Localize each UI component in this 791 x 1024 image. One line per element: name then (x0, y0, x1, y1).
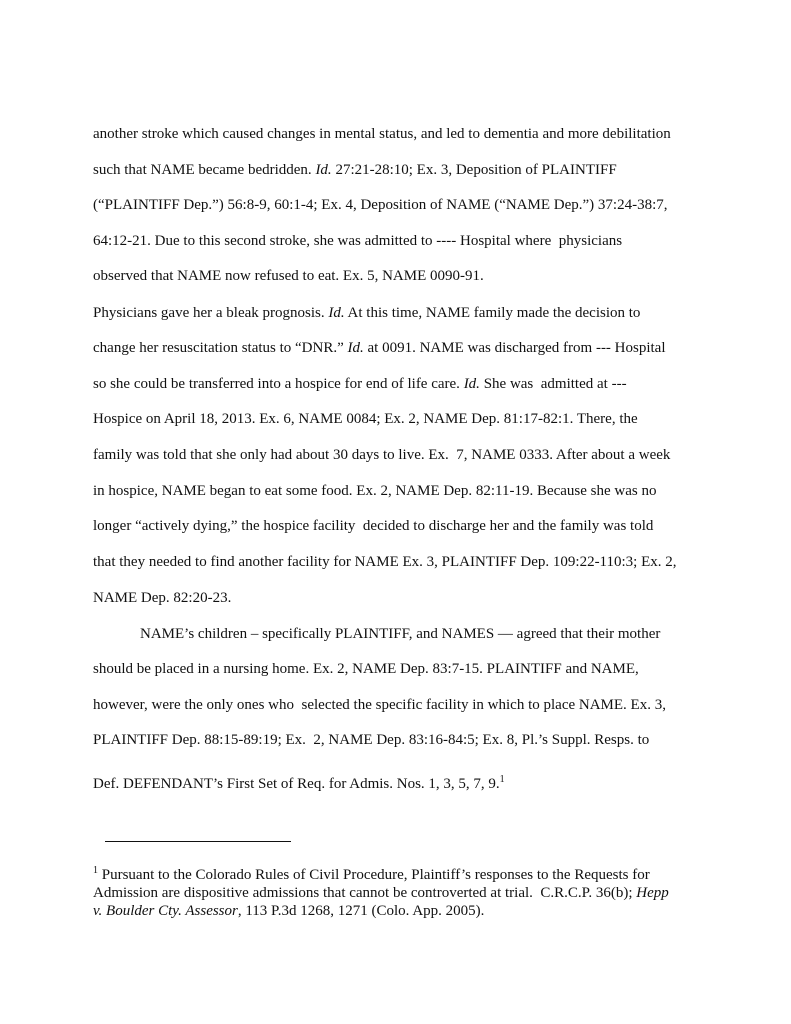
body-line-3: (“PLAINTIFF Dep.”) 56:8-9, 60:1-4; Ex. 4, Deposition of NAME (“NAME Dep.”) 37:24-38:7, (93, 197, 668, 213)
body-line-17: however, were the only ones who selected the specific facility in which to place NAME. Ex. 3, (93, 697, 666, 713)
footnote-line-1: $^1$ Pursuant to the Colorado Rules of Civil Procedure, Plaintiff’s responses to the Requests for (93, 865, 650, 883)
body-line-15: NAME’s children – specifically PLAINTIFF, and NAMES — agreed that their mother (140, 626, 661, 642)
body-line-10: family was told that she only had about 30 days to live. Ex. 7, NAME 0333. After about a week (93, 447, 671, 463)
body-line-6: Physicians gave her a bleak prognosis. Id. At this time, NAME family made the decision to (93, 305, 641, 321)
body-line-5: observed that NAME now refused to eat. Ex. 5, NAME 0090-91. (93, 268, 484, 284)
body-line-14: NAME Dep. 82:20-23. (93, 590, 232, 606)
body-line-4: 64:12-21. Due to this second stroke, she was admitted to ---- Hospital where physicians (93, 233, 623, 249)
body-line-12: longer “actively dying,” the hospice facility decided to discharge her and the family was told (93, 518, 654, 534)
body-line-1: another stroke which caused changes in mental status, and led to dementia and more debilitation (93, 126, 671, 142)
footnote-reference[interactable]: 1 (499, 774, 505, 785)
footnote-separator (105, 841, 291, 842)
body-line-2: such that NAME became bedridden. Id. 27:21-28:10; Ex. 3, Deposition of PLAINTIFF (93, 162, 617, 178)
footnote-line-3: v. Boulder Cty. Assessor, 113 P.3d 1268, 1271 (Colo. App. 2005). (93, 903, 485, 919)
body-line-7: change her resuscitation status to “DNR.” Id. at 0091. NAME was discharged from --- Hospital (93, 340, 666, 356)
body-line-18: PLAINTIFF Dep. 88:15-89:19; Ex. 2, NAME Dep. 83:16-84:5; Ex. 8, Pl.’s Suppl. Resps. to (93, 732, 650, 748)
body-line-19: Def. DEFENDANT’s First Set of Req. for Admis. Nos. 1, 3, 5, 7, 9.$^1$ (93, 774, 505, 792)
body-line-11: in hospice, NAME began to eat some food. Ex. 2, NAME Dep. 82:11-19. Because she was no (93, 483, 657, 499)
body-line-16: should be placed in a nursing home. Ex. 2, NAME Dep. 83:7-15. PLAINTIFF and NAME, (93, 661, 639, 677)
footnote-number: 1 (93, 865, 98, 876)
body-line-9: Hospice on April 18, 2013. Ex. 6, NAME 0084; Ex. 2, NAME Dep. 81:17-82:1. There, the (93, 411, 638, 427)
footnote-line-2: Admission are dispositive admissions that cannot be controverted at trial. C.R.C.P. 36(b); Hepp (93, 885, 669, 901)
body-line-8: so she could be transferred into a hospice for end of life care. Id. She was admitted at --- (93, 376, 627, 392)
body-line-13: that they needed to find another facility for NAME Ex. 3, PLAINTIFF Dep. 109:22-110:3; Ex. 2, (93, 554, 677, 570)
